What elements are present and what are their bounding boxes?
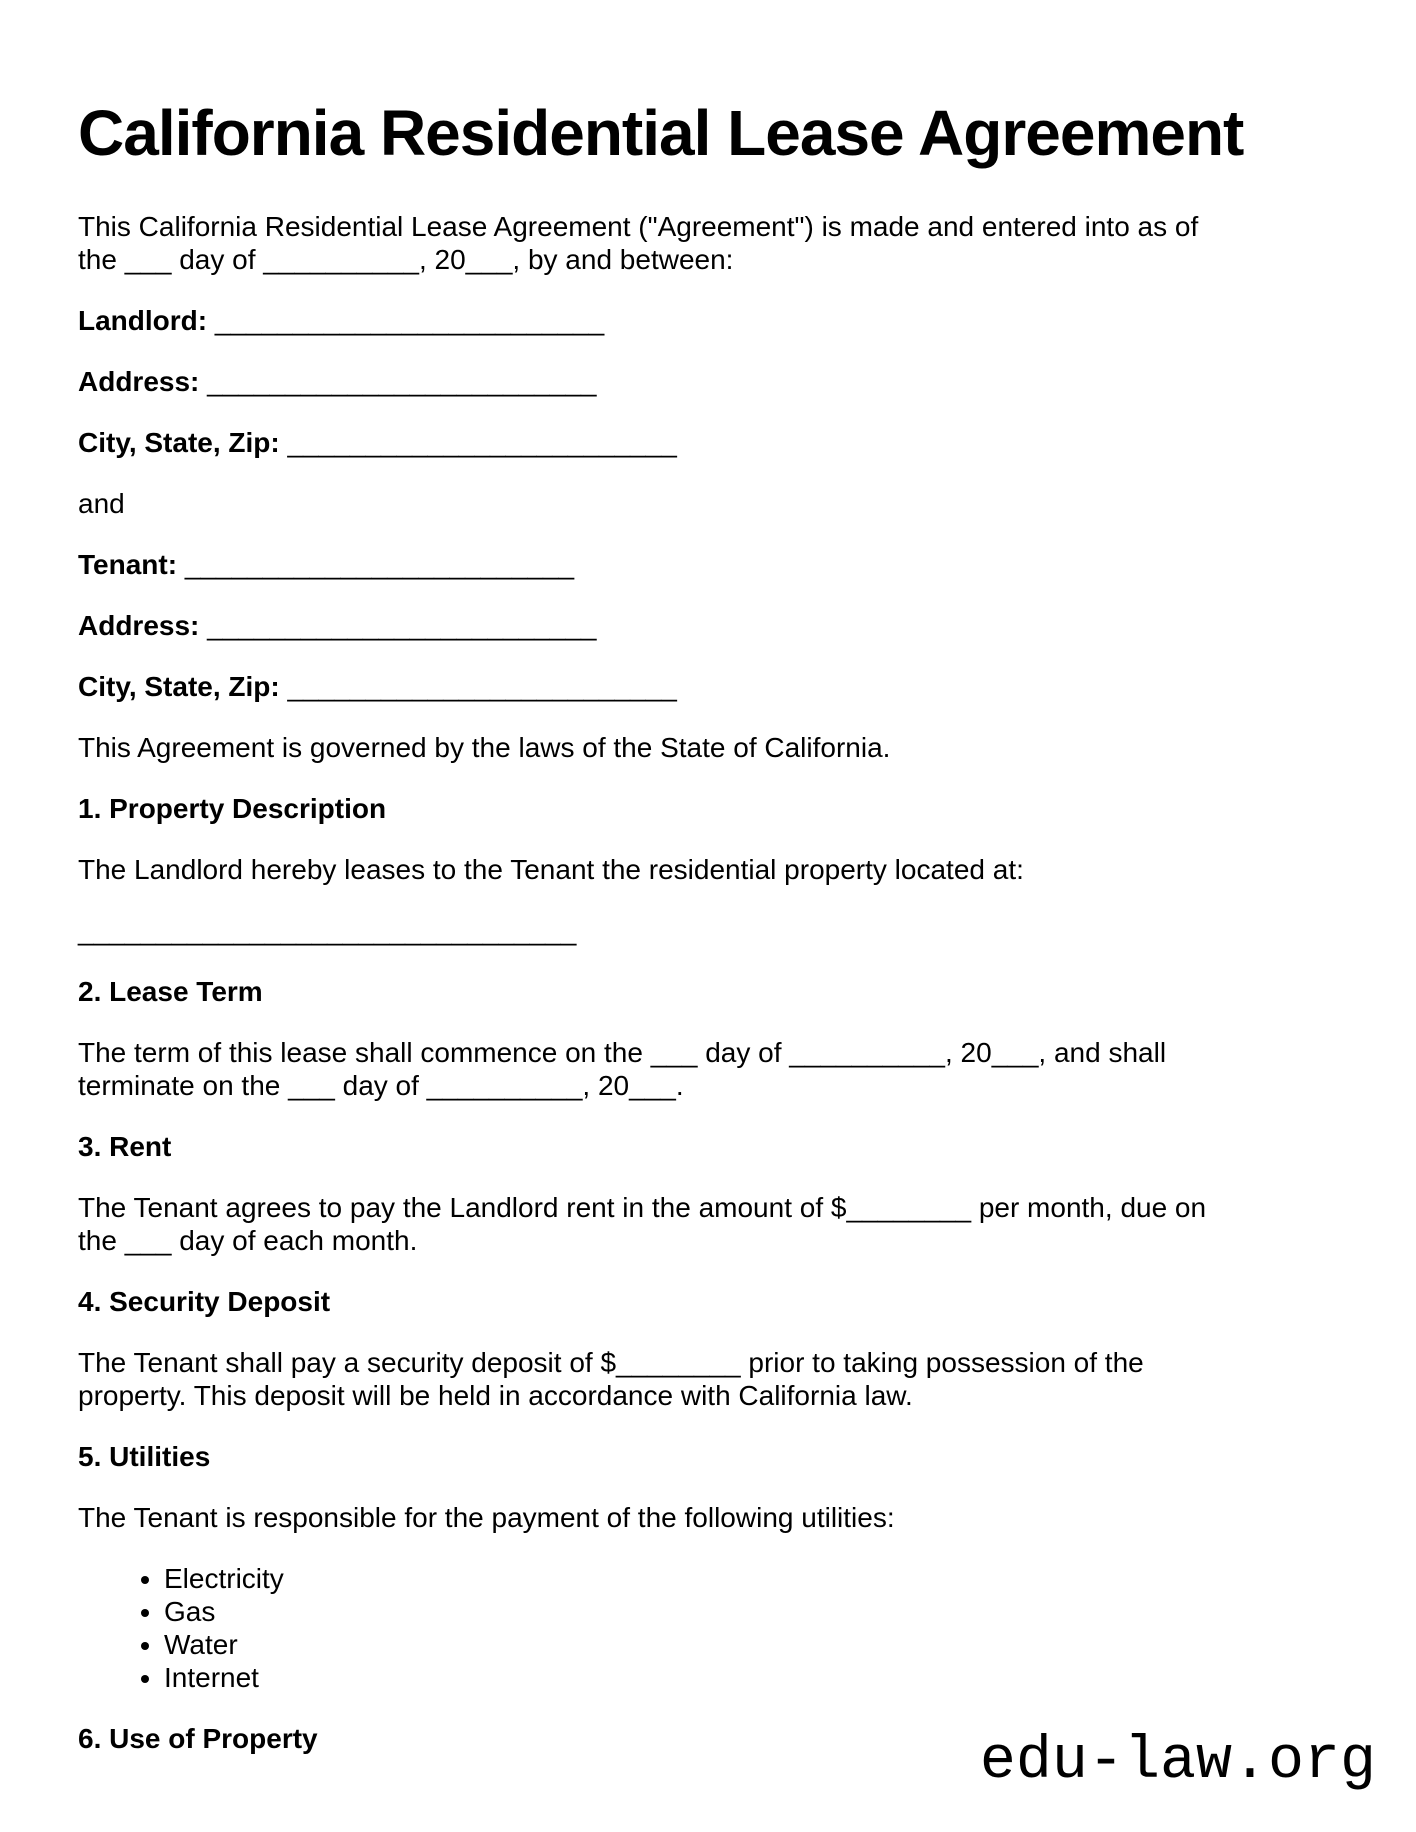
landlord-field	[78, 304, 1338, 337]
governing-law-paragraph: This Agreement is governed by the laws of the State of California.	[78, 732, 891, 763]
watermark-text: edu-law.org	[979, 1728, 1376, 1796]
security-deposit-line-1: The Tenant shall pay a security deposit of $________ prior to taking possession of the	[78, 1347, 1144, 1378]
intro-line-1: This California Residential Lease Agreement ("Agreement") is made and entered into as of	[78, 211, 1199, 242]
tenant-label: Tenant:	[78, 549, 178, 580]
list-item-electricity: • Electricity	[164, 1562, 1338, 1595]
tenant-city-state-zip-blank-line: _________________________	[287, 671, 677, 702]
landlord-city-state-zip-label: City, State, Zip:	[78, 427, 280, 458]
tenant-city-state-zip-label: City, State, Zip:	[78, 671, 280, 702]
lease-term-paragraph	[78, 1036, 1338, 1102]
section-heading-property-description: 1. Property Description	[78, 793, 387, 824]
list-item-water: • Water	[164, 1628, 1338, 1661]
landlord-blank-line: _________________________	[214, 305, 605, 336]
intro-line-2: the ___ day of __________, 20___, by and between:	[78, 244, 734, 275]
tenant-city-state-zip-field	[78, 670, 1338, 703]
page-title: California Residential Lease Agreement	[78, 97, 1244, 169]
landlord-city-state-zip-blank-line: _________________________	[287, 427, 677, 458]
lease-term-line-1: The term of this lease shall commence on the ___ day of __________, 20___, and shall	[78, 1037, 1167, 1068]
tenant-address-field	[78, 609, 1338, 642]
rent-line-2: the ___ day of each month.	[78, 1225, 418, 1256]
parties-connector: and	[78, 488, 125, 519]
section-heading-rent: 3. Rent	[78, 1131, 172, 1162]
property-description-paragraph: The Landlord hereby leases to the Tenant the residential property located at:	[78, 854, 1024, 885]
landlord-city-state-zip-field	[78, 426, 1338, 459]
section-heading-lease-term: 2. Lease Term	[78, 976, 263, 1007]
section-heading-utilities: 5. Utilities	[78, 1441, 211, 1472]
tenant-blank-line: _________________________	[184, 549, 575, 580]
list-item-gas: • Gas	[164, 1595, 1338, 1628]
property-address-blank: ________________________________	[78, 915, 577, 946]
intro-paragraph	[78, 210, 1338, 276]
rent-line-1: The Tenant agrees to pay the Landlord rent in the amount of $________ per month, due on	[78, 1192, 1207, 1223]
landlord-address-field	[78, 365, 1338, 398]
list-item-internet: • Internet	[164, 1661, 1338, 1694]
section-heading-security-deposit: 4. Security Deposit	[78, 1286, 331, 1317]
tenant-address-blank-line: _________________________	[207, 610, 597, 641]
property-address-blank-line	[78, 914, 1338, 947]
landlord-address-blank-line: _________________________	[207, 366, 597, 397]
utilities-list	[78, 1562, 1338, 1694]
landlord-label: Landlord:	[78, 305, 208, 336]
rent-paragraph	[78, 1191, 1338, 1257]
section-heading-use-of-property: 6. Use of Property	[78, 1723, 318, 1754]
lease-term-line-2: terminate on the ___ day of __________, 20___.	[78, 1070, 684, 1101]
security-deposit-paragraph	[78, 1346, 1338, 1412]
utilities-paragraph: The Tenant is responsible for the payment of the following utilities:	[78, 1502, 895, 1533]
tenant-address-label: Address:	[78, 610, 200, 641]
tenant-field	[78, 548, 1338, 581]
landlord-address-label: Address:	[78, 366, 200, 397]
security-deposit-line-2: property. This deposit will be held in accordance with California law.	[78, 1380, 913, 1411]
